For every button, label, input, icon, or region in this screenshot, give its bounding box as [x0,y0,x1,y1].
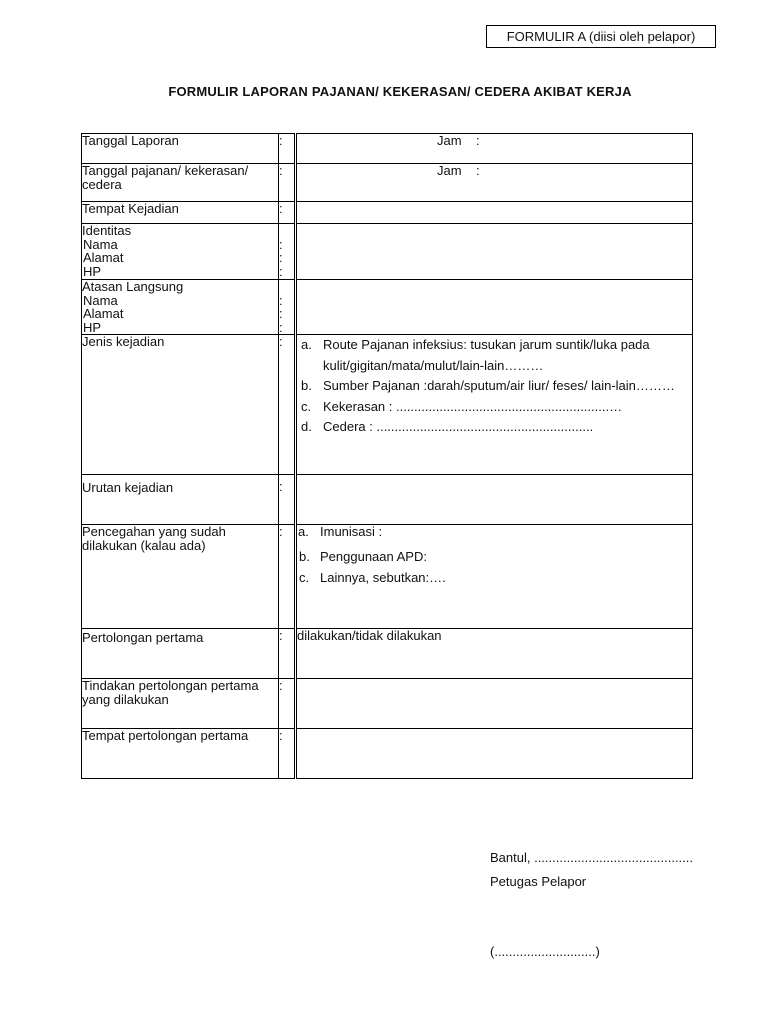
value-tindakan-pertolongan[interactable] [296,679,693,729]
list-item-text: Imunisasi : [320,524,383,539]
pertolongan-status: dilakukan/tidak dilakukan [297,628,442,643]
separator: : [279,292,283,308]
list-item [297,417,692,438]
list-marker: b. [301,378,312,393]
row-pencegahan [82,525,693,629]
value-urutan-kejadian[interactable] [296,475,693,525]
form-title: FORMULIR LAPORAN PAJANAN/ KEKERASAN/ CEDERA AKIBAT KERJA [168,84,632,99]
separator: : [279,202,296,224]
list-item-text: Lainnya, sebutkan:…. [320,570,446,585]
list-item-text: Sumber Pajanan :darah/sputum/air liur/ feses/ lain-lain……… [323,378,675,393]
list-marker: a. [301,337,312,352]
signature-name-line[interactable]: (............................) [490,944,600,959]
label-tanggal-pajanan: Tanggal pajanan/ kekerasan/ cedera [82,164,279,202]
value-identitas[interactable] [296,224,693,280]
label-identitas [82,224,279,280]
label-pencegahan: Pencegahan yang sudah dilakukan (kalau ada) [82,525,279,629]
list-marker: d. [301,419,312,434]
label-urutan-kejadian: Urutan kejadian [82,475,279,525]
report-form-table [81,133,693,779]
value-tempat-pertolongan[interactable] [296,729,693,779]
list-item [297,376,692,397]
jam-label: Jam : [437,163,480,178]
list-item [298,567,692,588]
separator: : [279,729,296,779]
list-item [298,525,692,539]
jenis-kejadian-list [297,335,692,438]
label-atasan-langsung [82,280,279,335]
separator: : [279,236,283,252]
list-marker: c. [299,570,310,585]
row-jenis-kejadian [82,335,693,475]
separator: : [279,679,296,729]
identitas-alamat-label: Alamat [83,250,124,265]
list-marker: c. [301,398,312,414]
separator: : [279,263,283,279]
row-atasan-langsung [82,280,693,335]
jam-label: Jam : [437,133,480,148]
list-item-text: Route Pajanan infeksius: tusukan jarum suntik/luka pada kulit/gigitan/mata/mulut/lain-lain……… [323,337,650,373]
list-item-text: Penggunaan APD: [320,549,427,564]
row-tempat-kejadian [82,202,693,224]
label-tanggal-laporan: Tanggal Laporan [82,134,279,164]
atasan-heading: Atasan Langsung [82,279,184,294]
identitas-nama-label: Nama [83,236,118,252]
atasan-nama-label: Nama [83,292,118,308]
form-label-box: FORMULIR A (diisi oleh pelapor) [486,25,716,48]
row-urutan-kejadian [82,475,693,525]
list-marker: a. [298,524,309,539]
signature-role: Petugas Pelapor [490,874,587,889]
row-identitas [82,224,693,280]
identitas-hp-label: HP [83,263,102,279]
value-tempat-kejadian[interactable] [296,202,693,224]
identitas-heading: Identitas [82,223,132,238]
separator: : [279,134,296,164]
separator-group [279,280,296,335]
separator: : [279,525,296,629]
separator: : [279,475,296,525]
list-item [297,335,692,376]
list-marker: b. [299,549,310,564]
value-tanggal-pajanan[interactable] [296,164,693,202]
value-pertolongan-pertama[interactable] [296,629,693,679]
value-tanggal-laporan[interactable] [296,134,693,164]
row-tindakan-pertolongan [82,679,693,729]
label-tempat-kejadian: Tempat Kejadian [82,202,279,224]
separator: : [279,164,296,202]
label-pertolongan-pertama: Pertolongan pertama [82,629,279,679]
label-jenis-kejadian: Jenis kejadian [82,335,279,475]
separator: : [279,335,296,475]
signature-place-date[interactable]: Bantul, ............................................ [490,850,694,865]
atasan-hp-label: HP [83,319,102,335]
value-jenis-kejadian[interactable] [296,335,693,475]
row-tempat-pertolongan [82,729,693,779]
separator: : [279,319,283,335]
row-tanggal-pajanan [82,164,693,202]
label-tempat-pertolongan: Tempat pertolongan pertama [82,729,279,779]
separator: : [279,629,296,679]
list-item-text: Cedera : ............................................................ [323,419,594,434]
separator: : [279,250,283,265]
atasan-alamat-label: Alamat [83,306,124,321]
list-item [298,546,692,567]
list-item-text: Kekerasan : ...........................................................… [323,398,623,414]
value-pencegahan[interactable] [296,525,693,629]
separator-group [279,224,296,280]
pencegahan-list [298,525,692,588]
list-item [297,397,692,418]
label-tindakan-pertolongan: Tindakan pertolongan pertama yang dilakukan [82,679,279,729]
row-pertolongan-pertama [82,629,693,679]
value-atasan-langsung[interactable] [296,280,693,335]
separator: : [279,306,283,321]
row-tanggal-laporan [82,134,693,164]
